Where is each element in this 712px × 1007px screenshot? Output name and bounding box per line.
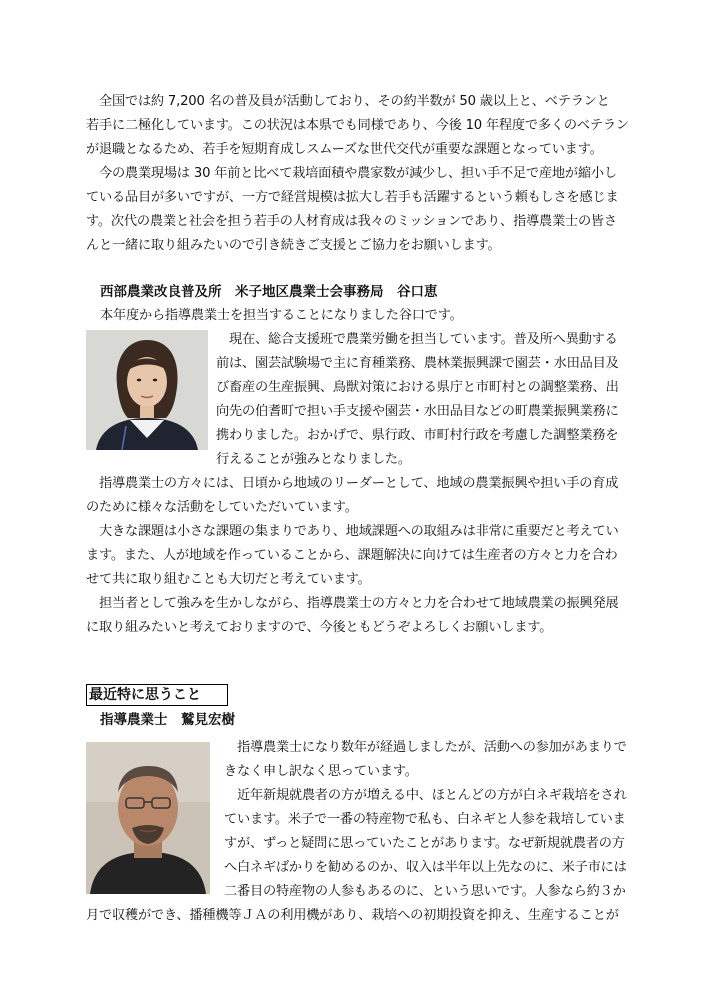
profile1-side-line: 向先の伯耆町で担い手支援や園芸・水田品目などの町農業振興業務に: [216, 404, 619, 419]
intro-line: 今の農業現場は 30 年前と比べて栽培面積や農家数が減少し、担い手不足で産地が縮小し: [86, 166, 617, 181]
profile1-side-line: 行えることが強みとなりました。: [216, 452, 411, 467]
intro-line: 全国では約 7,200 名の普及員が活動しており、その約半数が 50 歳以上と、ベテランと: [86, 94, 610, 109]
profile1-photo: [86, 330, 208, 450]
person-portrait-icon: [86, 742, 210, 894]
person-portrait-icon: [86, 330, 208, 450]
intro-line: んと一緒に取り組みたいので引き続きご支援とご協力をお願いします。: [86, 238, 501, 253]
section2-side-line: 指導農業士になり数年が経過しましたが、活動への参加があまりで: [224, 740, 627, 755]
profile1-side-line: 現在、総合支援班で農業労働を担当しています。普及所へ異動する: [216, 332, 618, 347]
profile1-heading: 西部農業改良普及所 米子地区農業士会事務局 谷口恵: [100, 284, 438, 300]
profile1-body-line: 担当者として強みを生かしながら、指導農業士の方々と力を合わせて地域農業の振興発展: [86, 596, 619, 611]
profile1-side-line: び畜産の生産振興、鳥獣対策における県庁と市町村との調整業務、出: [216, 380, 619, 395]
profile1-body-line: のために様々な活動をしていただいています。: [86, 500, 358, 515]
profile1-lead: 本年度から指導農業士を担当することになりました谷口です。: [100, 308, 463, 323]
profile1-body-line: 指導農業士の方々には、日頃から地域のリーダーとして、地域の農業振興や担い手の育成: [86, 476, 619, 491]
profile1-body-line: 大きな課題は小さな課題の集まりであり、地域課題への取組みは非常に重要だと考えてい: [86, 524, 619, 539]
section2-side-line: きなく申し訳なく思っています。: [224, 764, 418, 779]
intro-line: が退職となるため、若手を短期育成しスムーズな世代交代が重要な課題となっています。: [86, 142, 603, 157]
section-title-box: 最近特に思うこと: [86, 684, 228, 706]
section2-side-line: 二番目の特産物の人参もあるのに、という思いです。人参なら約３か: [224, 884, 626, 899]
profile1-side-line: 前は、園芸試験場で主に育種業務、農林業振興課で園芸・水田品目及: [216, 356, 619, 371]
intro-line: 若手に二極化しています。この状況は本県でも同様であり、今後 10 年程度で多くのベテラン: [86, 118, 629, 133]
section2-photo: [86, 742, 210, 894]
profile1-body-line: せて共に取り組むことも大切だと考えています。: [86, 572, 371, 587]
section2-heading: 指導農業士 鷲見宏樹: [100, 712, 235, 728]
profile1-body-line: に取り組みたいと考えておりますので、今後ともどうぞよろしくお願いします。: [86, 620, 553, 635]
profile1-side-line: 携わりました。おかげで、県行政、市町村行政を考慮した調整業務を: [216, 428, 619, 443]
profile1-body-line: ます。また、人が地域を作っていることから、課題解決に向けては生産者の方々と力を合わ: [86, 548, 618, 563]
section2-side-line: すが、ずっと疑問に思っていたことがあります。なぜ新規就農者の方: [224, 836, 625, 851]
section2-side-line: へ白ネギばかりを勧めるのか、収入は半年以上先なのに、米子市には: [224, 860, 627, 875]
section2-side-line: 近年新規就農者の方が増える中、ほとんどの方が白ネギ栽培をされ: [224, 788, 627, 803]
section2-side-line: ています。米子で一番の特産物で私も、白ネギと人参を栽培していま: [224, 812, 626, 827]
section2-body-line: 月で収穫ができ、播種機等ＪＡの利用機があり、栽培への初期投資を抑え、生産することが: [86, 908, 619, 923]
intro-line: す。次代の農業と社会を担う若手の人材育成は我々のミッションであり、指導農業士の皆さ: [86, 214, 617, 229]
intro-line: ている品目が多いですが、一方で経営規模は拡大し若手も活躍するという頼もしさを感じま: [86, 190, 619, 205]
